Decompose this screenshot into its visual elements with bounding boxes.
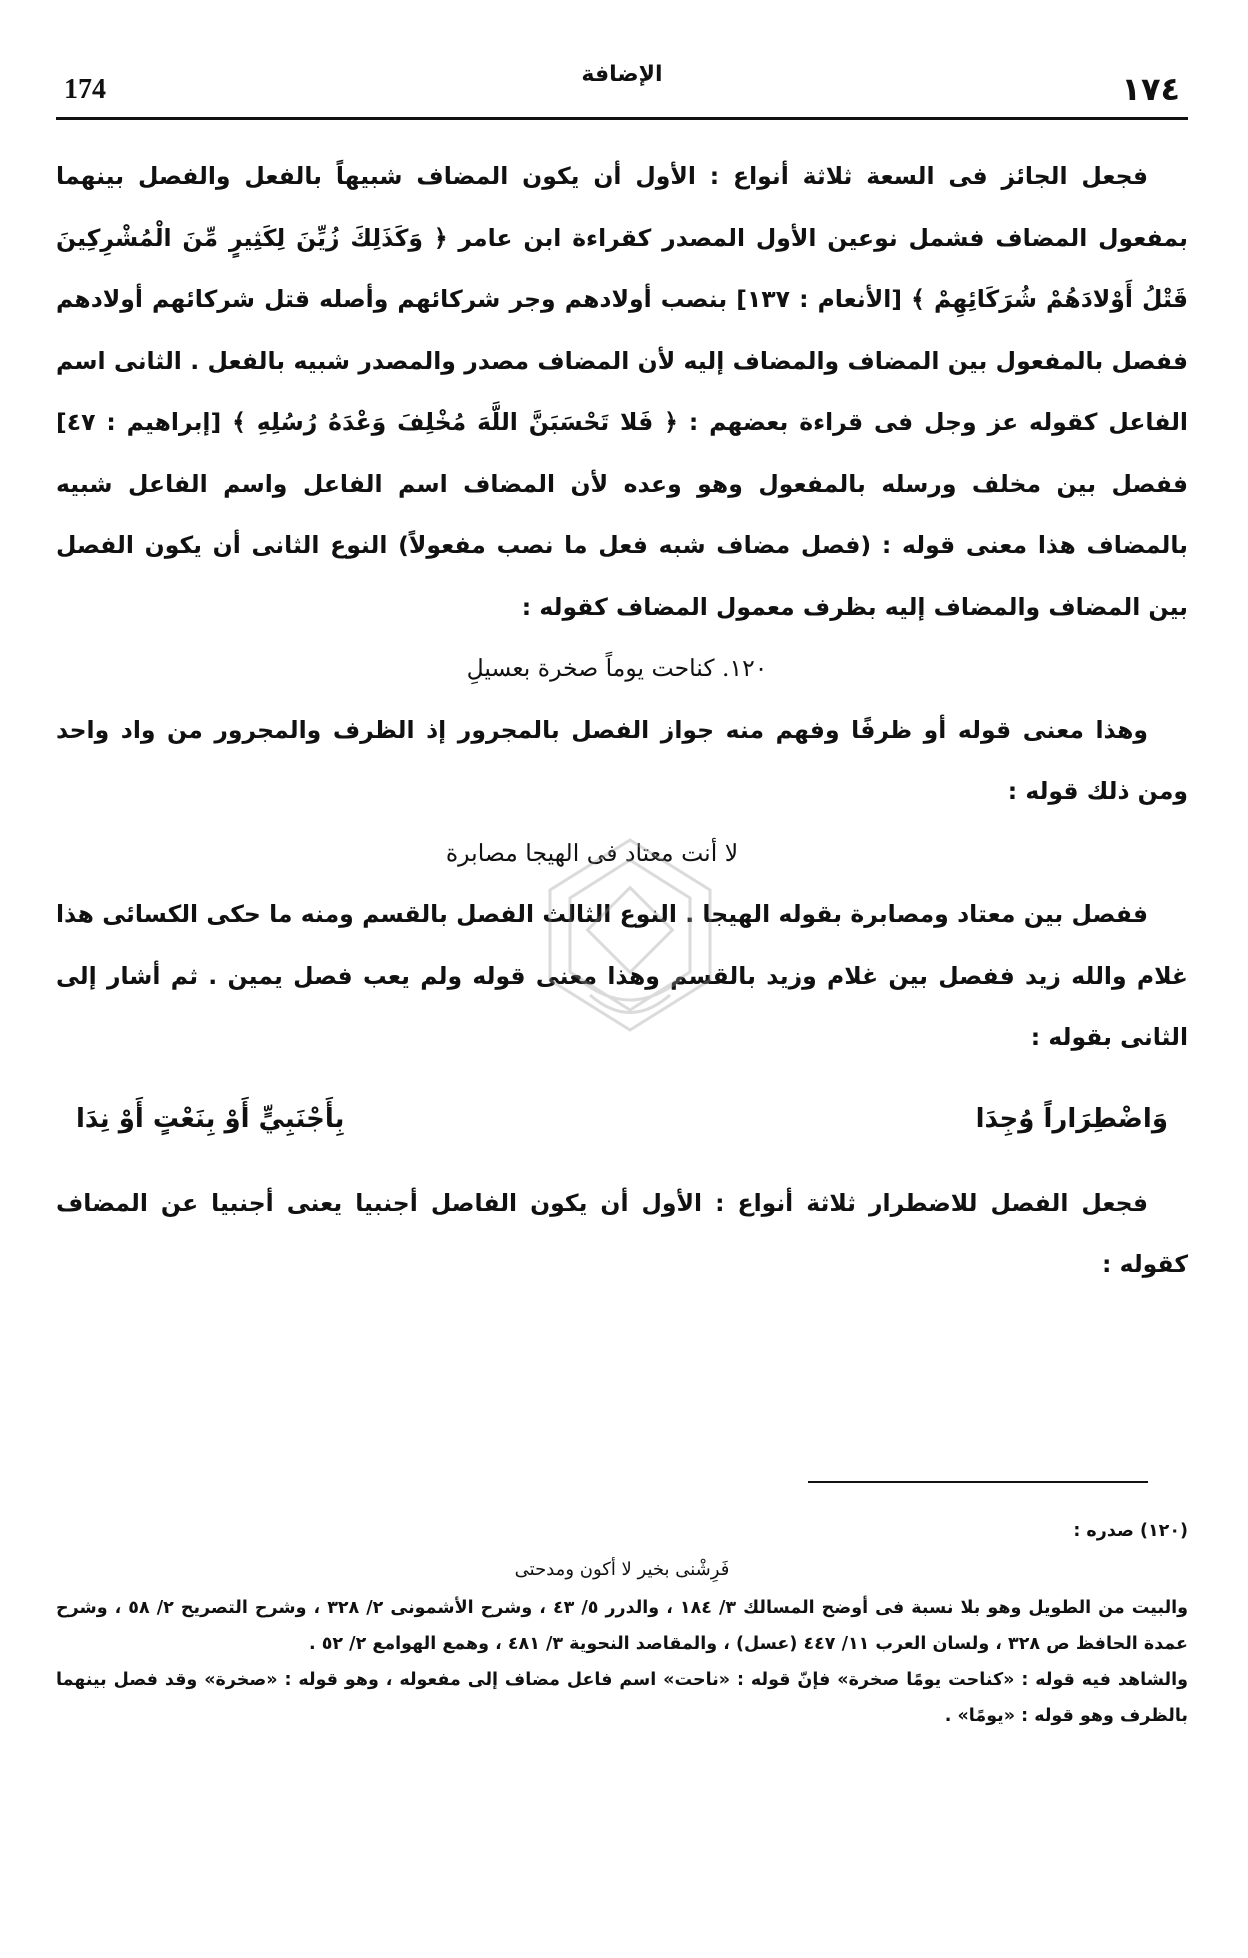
footnote-separator [808, 1481, 1148, 1483]
footnotes [56, 1512, 1188, 1734]
paragraph-4: فجعل الفصل للاضطرار ثلاثة أنواع : الأول أن يكون الفاصل أجنبيا يعنى أجنبيا عن المضاف كقوله : [56, 1188, 1188, 1278]
footnote-120-head: (١٢٠) صدره : [1073, 1521, 1188, 1541]
paragraph-1: فجعل الجائز فى السعة ثلاثة أنواع : الأول أن يكون المضاف شبيهاً بالفعل والفصل بينهما بمفعول المضاف فشمل نوعين الأول المصدر كقراءة ابن عامر ﴿ وَكَذَلِكَ زُيِّنَ لِكَثِيرٍ مِّنَ الْمُشْرِكِينَ قَتْلُ أَوْلادَهُمْ شُرَكَائِهِمْ ﴾ [الأنعام : ١٣٧] بنصب أولادهم وجر شركائهم وأصله قتل شركائهم أولادهم ففصل بالمفعول بين المضاف والمضاف إليه لأن المضاف مصدر والمصدر شبيه بالفعل . الثانى اسم الفاعل كقوله عز وجل فى قراءة بعضهم : ﴿ فَلا تَحْسَبَنَّ اللَّهَ مُخْلِفَ وَعْدَهُ رُسُلِهِ ﴾ [إبراهيم : ٤٧] ففصل بين مخلف ورسله بالمفعول وهو وعده لأن المضاف اسم الفاعل واسم الفاعل شبيه بالمضاف هذا معنى قوله : (فصل مضاف شبه فعل ما نصب مفعولاً) النوع الثانى أن يكون الفصل بين المضاف والمضاف إليه بظرف معمول المضاف كقوله : [56, 162, 1188, 621]
footnote-120-verse: فَرِشْنى بخير لا أكون ومدحتى [514, 1559, 730, 1580]
footnote-120-evidence: والشاهد فيه قوله : «كناحت يومًا صخرة» فإنّ قوله : «ناحت» اسم فاعل مضاف إلى مفعوله ، وهو قوله : «صخرة» وقد فصل بينهما بالظرف وهو قوله : «يومًا» . [56, 1670, 1188, 1726]
alfiya-verse [76, 1089, 1168, 1149]
page-number-arabic: ١٧٤ [1121, 70, 1180, 108]
main-text [56, 146, 1188, 1296]
verse-shahid-120: ١٢٠. كناحت يوماً صخرة بعسيلِ [466, 654, 768, 682]
alfiya-verse-first-hemistich: وَاضْطِرَاراً وُجِدَا [975, 1103, 1168, 1134]
verse-hemistich: لا أنت معتاد فى الهيجا مصابرة [445, 838, 739, 867]
header-rule [56, 117, 1188, 120]
running-title: الإضافة [581, 62, 663, 87]
page-header [56, 56, 1188, 120]
page-number-latin: 174 [64, 74, 106, 105]
paragraph-2: وهذا معنى قوله أو ظرفًا وفهم منه جواز الفصل بالمجرور إذ الظرف والمجرور من واد واحد ومن ذلك قوله : [56, 715, 1188, 805]
footnote-120-sources: والبيت من الطويل وهو بلا نسبة فى أوضح المسالك ٣/ ١٨٤ ، والدرر ٥/ ٤٣ ، وشرح الأشمونى ٢/ ٣٢٨ ، وشرح التصريح ٢/ ٥٨ ، وشرح عمدة الحافظ ص ٣٢٨ ، ولسان العرب ١١/ ٤٤٧ (عسل) ، والمقاصد النحوية ٣/ ٤٨١ ، وهمع الهوامع ٢/ ٥٢ . [56, 1598, 1189, 1654]
paragraph-3: ففصل بين معتاد ومصابرة بقوله الهيجا . النوع الثالث الفصل بالقسم ومنه ما حكى الكسائى هذا غلام والله زيد ففصل بين غلام وزيد بالقسم وهذا معنى قوله ولم يعب فصل يمين . ثم أشار إلى الثانى بقوله : [56, 900, 1188, 1051]
alfiya-verse-second-hemistich: بِأَجْنَبِيٍّ أَوْ بِنَعْتٍ أَوْ نِدَا [76, 1103, 345, 1134]
